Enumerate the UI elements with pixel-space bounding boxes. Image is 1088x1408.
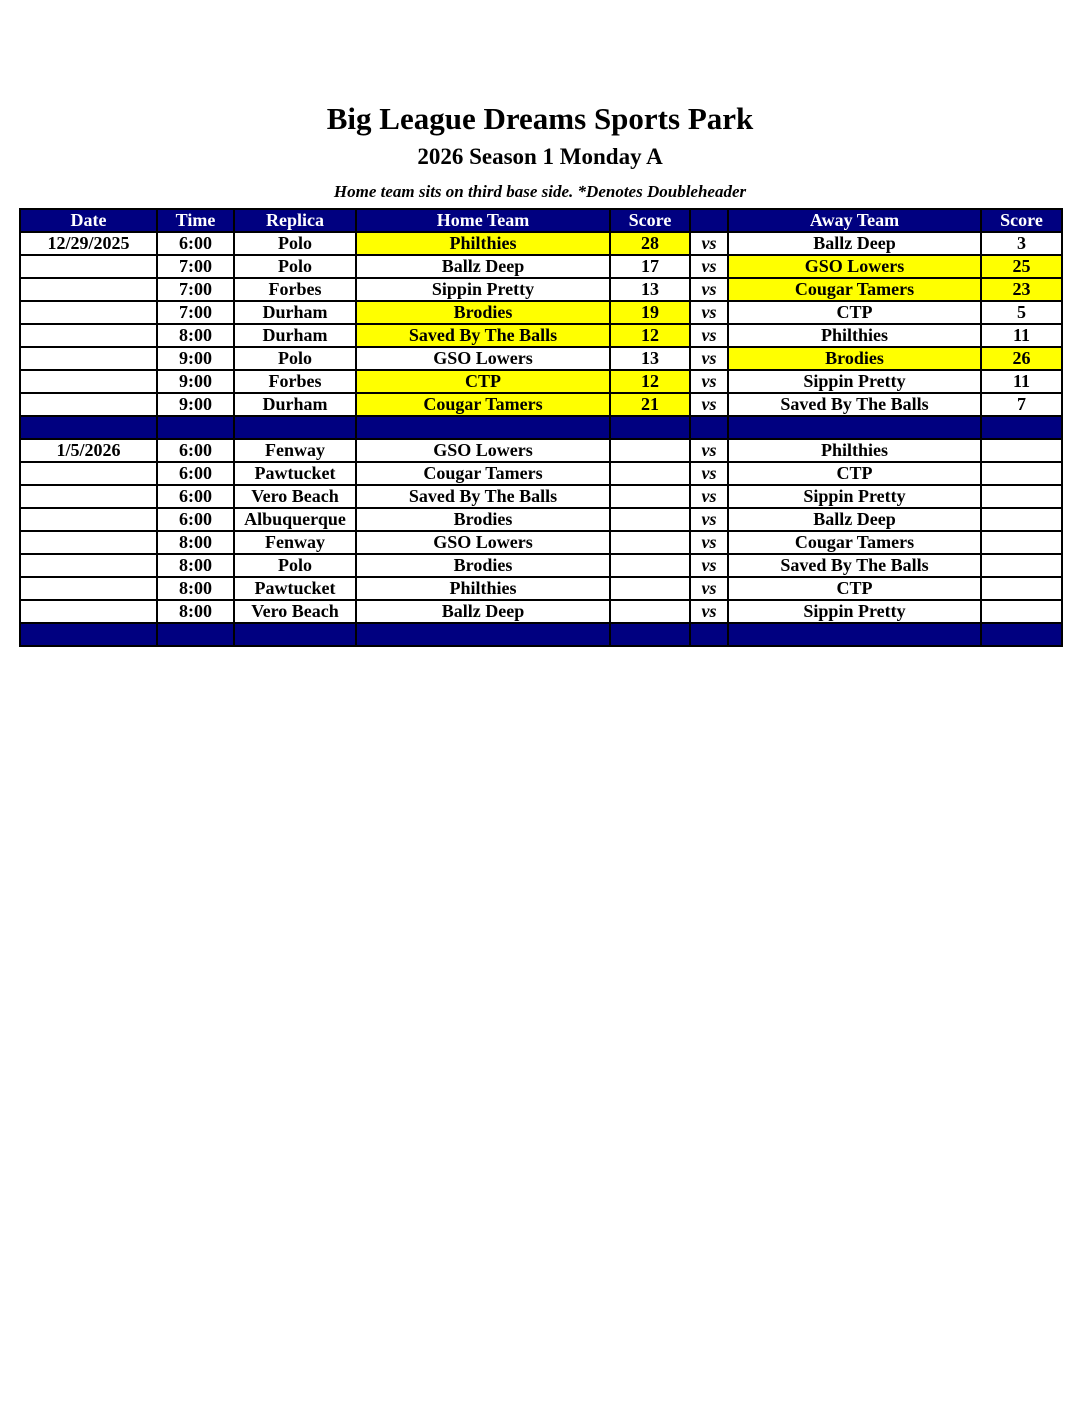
cell-home-team: Sippin Pretty — [356, 278, 610, 301]
cell-away-team: Cougar Tamers — [728, 278, 981, 301]
cell-away-team: Philthies — [728, 324, 981, 347]
cell-vs: vs — [690, 324, 728, 347]
cell-date — [20, 554, 157, 577]
table-row — [20, 393, 1062, 416]
cell-home-team: Saved By The Balls — [356, 485, 610, 508]
cell-away-team: Ballz Deep — [728, 508, 981, 531]
cell-vs: vs — [690, 232, 728, 255]
cell-vs: vs — [690, 531, 728, 554]
cell-home-team: Philthies — [356, 577, 610, 600]
cell-time: 8:00 — [157, 324, 234, 347]
column-header-date: Date — [20, 209, 157, 232]
table-row — [20, 600, 1062, 623]
cell-home-team: Ballz Deep — [356, 255, 610, 278]
cell-away-score — [981, 600, 1062, 623]
cell-replica: Vero Beach — [234, 600, 356, 623]
separator-cell — [610, 623, 690, 646]
cell-home-team: Brodies — [356, 554, 610, 577]
cell-home-score: 28 — [610, 232, 690, 255]
cell-time: 6:00 — [157, 462, 234, 485]
cell-away-team: CTP — [728, 301, 981, 324]
cell-home-team: Ballz Deep — [356, 600, 610, 623]
cell-away-score — [981, 439, 1062, 462]
cell-home-score: 19 — [610, 301, 690, 324]
cell-replica: Fenway — [234, 439, 356, 462]
cell-time: 8:00 — [157, 554, 234, 577]
cell-replica: Polo — [234, 232, 356, 255]
cell-time: 7:00 — [157, 278, 234, 301]
cell-vs: vs — [690, 485, 728, 508]
week-separator-row — [20, 623, 1062, 646]
column-header-time: Time — [157, 209, 234, 232]
cell-vs: vs — [690, 393, 728, 416]
cell-vs: vs — [690, 278, 728, 301]
cell-away-score: 3 — [981, 232, 1062, 255]
cell-home-score — [610, 508, 690, 531]
table-row — [20, 439, 1062, 462]
cell-replica: Forbes — [234, 278, 356, 301]
cell-away-score: 11 — [981, 324, 1062, 347]
cell-away-score: 11 — [981, 370, 1062, 393]
cell-time: 6:00 — [157, 439, 234, 462]
cell-time: 9:00 — [157, 347, 234, 370]
cell-home-score: 21 — [610, 393, 690, 416]
cell-vs: vs — [690, 301, 728, 324]
table-header-row — [20, 209, 1062, 232]
cell-home-team: Saved By The Balls — [356, 324, 610, 347]
cell-home-score: 13 — [610, 278, 690, 301]
cell-home-score: 12 — [610, 370, 690, 393]
cell-vs: vs — [690, 577, 728, 600]
cell-home-score: 12 — [610, 324, 690, 347]
page-subtitle: 2026 Season 1 Monday A — [417, 144, 663, 169]
cell-away-team: Ballz Deep — [728, 232, 981, 255]
cell-away-team: Sippin Pretty — [728, 600, 981, 623]
cell-replica: Durham — [234, 301, 356, 324]
cell-time: 9:00 — [157, 393, 234, 416]
cell-date — [20, 278, 157, 301]
cell-date — [20, 301, 157, 324]
cell-away-team: Saved By The Balls — [728, 554, 981, 577]
table-row — [20, 232, 1062, 255]
cell-time: 9:00 — [157, 370, 234, 393]
page-title: Big League Dreams Sports Park — [326, 101, 754, 136]
cell-vs: vs — [690, 255, 728, 278]
separator-cell — [728, 623, 981, 646]
column-header-vs — [690, 209, 728, 232]
schedule-body — [20, 232, 1062, 646]
cell-away-score: 7 — [981, 393, 1062, 416]
cell-home-score — [610, 554, 690, 577]
cell-replica: Pawtucket — [234, 462, 356, 485]
cell-replica: Polo — [234, 255, 356, 278]
cell-time: 8:00 — [157, 577, 234, 600]
cell-home-team: GSO Lowers — [356, 439, 610, 462]
cell-home-team: GSO Lowers — [356, 531, 610, 554]
table-row — [20, 324, 1062, 347]
table-row — [20, 255, 1062, 278]
table-row — [20, 577, 1062, 600]
cell-vs: vs — [690, 554, 728, 577]
cell-home-team: Philthies — [356, 232, 610, 255]
cell-replica: Fenway — [234, 531, 356, 554]
cell-away-team: CTP — [728, 462, 981, 485]
separator-cell — [157, 416, 234, 439]
cell-home-score — [610, 577, 690, 600]
separator-cell — [356, 623, 610, 646]
cell-time: 6:00 — [157, 485, 234, 508]
cell-away-score — [981, 531, 1062, 554]
cell-away-score — [981, 462, 1062, 485]
cell-time: 6:00 — [157, 232, 234, 255]
cell-date: 1/5/2026 — [20, 439, 157, 462]
cell-replica: Durham — [234, 393, 356, 416]
cell-replica: Durham — [234, 324, 356, 347]
cell-replica: Forbes — [234, 370, 356, 393]
cell-home-team: GSO Lowers — [356, 347, 610, 370]
column-header-home-team: Home Team — [356, 209, 610, 232]
cell-date — [20, 347, 157, 370]
table-row — [20, 531, 1062, 554]
cell-replica: Albuquerque — [234, 508, 356, 531]
cell-home-score: 17 — [610, 255, 690, 278]
cell-home-score — [610, 439, 690, 462]
separator-cell — [690, 623, 728, 646]
table-row — [20, 485, 1062, 508]
separator-cell — [20, 416, 157, 439]
table-row — [20, 278, 1062, 301]
table-row — [20, 508, 1062, 531]
cell-time: 7:00 — [157, 301, 234, 324]
cell-date — [20, 393, 157, 416]
cell-away-team: Brodies — [728, 347, 981, 370]
cell-date — [20, 508, 157, 531]
separator-cell — [356, 416, 610, 439]
cell-replica: Pawtucket — [234, 577, 356, 600]
table-row — [20, 347, 1062, 370]
table-row — [20, 301, 1062, 324]
cell-away-team: Philthies — [728, 439, 981, 462]
cell-away-team: Sippin Pretty — [728, 370, 981, 393]
cell-date — [20, 255, 157, 278]
cell-away-score: 23 — [981, 278, 1062, 301]
week-separator-row — [20, 416, 1062, 439]
separator-cell — [157, 623, 234, 646]
cell-away-team: GSO Lowers — [728, 255, 981, 278]
column-header-away-score: Score — [981, 209, 1062, 232]
cell-home-score — [610, 462, 690, 485]
cell-date — [20, 600, 157, 623]
column-header-replica: Replica — [234, 209, 356, 232]
separator-cell — [690, 416, 728, 439]
cell-date — [20, 324, 157, 347]
cell-away-score — [981, 508, 1062, 531]
cell-vs: vs — [690, 508, 728, 531]
column-header-away-team: Away Team — [728, 209, 981, 232]
separator-cell — [610, 416, 690, 439]
schedule-table — [19, 208, 1063, 647]
cell-time: 8:00 — [157, 600, 234, 623]
cell-home-score — [610, 600, 690, 623]
cell-date — [20, 462, 157, 485]
schedule-note: Home team sits on third base side. *Denotes Doubleheader — [333, 182, 747, 201]
cell-vs: vs — [690, 347, 728, 370]
cell-away-score: 5 — [981, 301, 1062, 324]
cell-vs: vs — [690, 370, 728, 393]
cell-away-score — [981, 485, 1062, 508]
cell-home-team: CTP — [356, 370, 610, 393]
cell-away-score — [981, 554, 1062, 577]
separator-cell — [728, 416, 981, 439]
cell-date — [20, 485, 157, 508]
cell-away-team: Sippin Pretty — [728, 485, 981, 508]
cell-vs: vs — [690, 439, 728, 462]
cell-replica: Polo — [234, 554, 356, 577]
cell-date: 12/29/2025 — [20, 232, 157, 255]
cell-time: 6:00 — [157, 508, 234, 531]
separator-cell — [234, 416, 356, 439]
separator-cell — [20, 623, 157, 646]
separator-cell — [981, 623, 1062, 646]
cell-away-team: CTP — [728, 577, 981, 600]
table-row — [20, 554, 1062, 577]
cell-time: 8:00 — [157, 531, 234, 554]
cell-away-score: 26 — [981, 347, 1062, 370]
separator-cell — [981, 416, 1062, 439]
cell-vs: vs — [690, 462, 728, 485]
cell-date — [20, 370, 157, 393]
cell-vs: vs — [690, 600, 728, 623]
column-header-home-score: Score — [610, 209, 690, 232]
cell-away-score: 25 — [981, 255, 1062, 278]
cell-home-score — [610, 531, 690, 554]
cell-home-team: Brodies — [356, 301, 610, 324]
cell-home-team: Cougar Tamers — [356, 393, 610, 416]
cell-away-team: Saved By The Balls — [728, 393, 981, 416]
cell-date — [20, 531, 157, 554]
cell-home-score — [610, 485, 690, 508]
cell-replica: Vero Beach — [234, 485, 356, 508]
cell-away-team: Cougar Tamers — [728, 531, 981, 554]
cell-home-score: 13 — [610, 347, 690, 370]
cell-time: 7:00 — [157, 255, 234, 278]
cell-replica: Polo — [234, 347, 356, 370]
cell-home-team: Brodies — [356, 508, 610, 531]
cell-home-team: Cougar Tamers — [356, 462, 610, 485]
table-row — [20, 370, 1062, 393]
separator-cell — [234, 623, 356, 646]
cell-away-score — [981, 577, 1062, 600]
cell-date — [20, 577, 157, 600]
table-row — [20, 462, 1062, 485]
